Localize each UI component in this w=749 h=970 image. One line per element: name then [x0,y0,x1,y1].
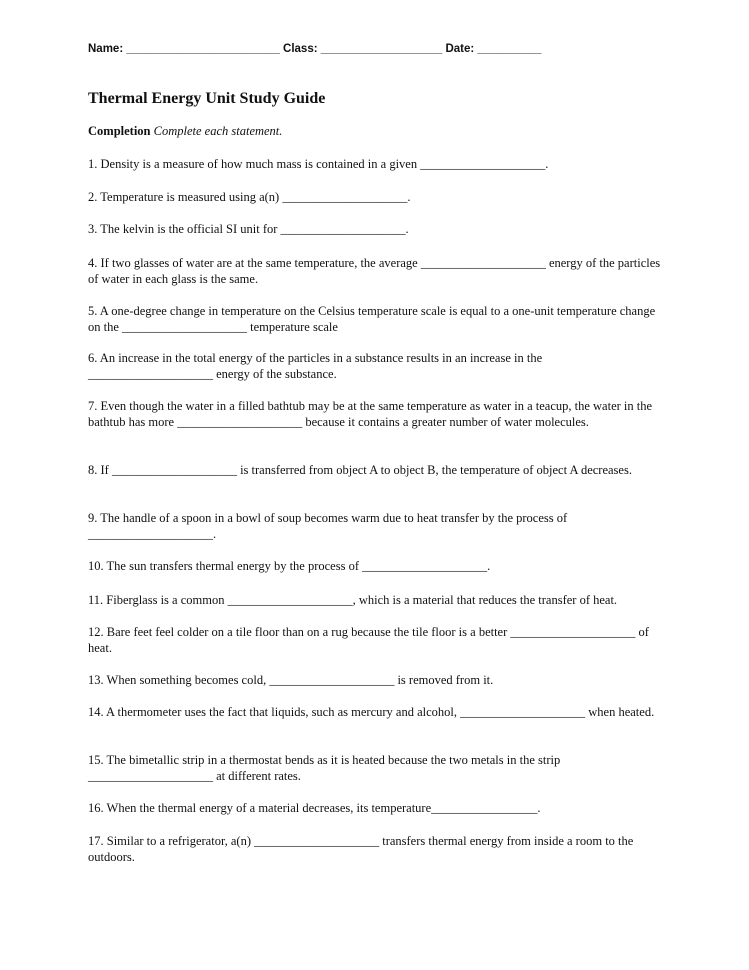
question-9: 9. The handle of a spoon in a bowl of soup becomes warm due to heat transfer by the process of ____________________. [88,511,568,541]
question-5: 5. A one-degree change in temperature on the Celsius temperature scale is equal to a one-unit temperature change on the ____________________ temperature scale [88,304,656,334]
question-3: 3. The kelvin is the official SI unit for ____________________. [88,222,409,236]
question-12: 12. Bare feet feel colder on a tile floor than on a rug because the tile floor is a better ____________________ of heat. [88,625,649,655]
question-1: 1. Density is a measure of how much mass is contained in a given ____________________. [88,157,549,171]
question-11: 11. Fiberglass is a common ____________________, which is a material that reduces the transfer of heat. [88,593,618,607]
name-class-date-header: Name: ________________________ Class: ___________________ Date: __________ [88,43,542,55]
page-title: Thermal Energy Unit Study Guide [88,90,326,107]
question-2: 2. Temperature is measured using a(n) ____________________. [88,190,411,204]
question-15: 15. The bimetallic strip in a thermostat bends as it is heated because the two metals in the strip ____________________ at different rates. [88,753,561,783]
question-8: 8. If ____________________ is transferred from object A to object B, the temperature of object A decreases. [88,463,632,477]
section-label: Completion [88,124,151,138]
section-instruction-text: Complete each statement. [153,124,283,138]
question-13: 13. When something becomes cold, ____________________ is removed from it. [88,673,494,687]
question-10: 10. The sun transfers thermal energy by the process of ____________________. [88,559,491,573]
question-7: 7. Even though the water in a filled bathtub may be at the same temperature as water in a teacup, the water in the bathtub has more ____________________ because it contains a greater number of water molecules. [88,399,653,429]
question-6: 6. An increase in the total energy of the particles in a substance results in an increase in the ____________________ energy of the substance. [88,351,543,381]
question-16: 16. When the thermal energy of a material decreases, its temperature_________________. [88,801,541,815]
question-4: 4. If two glasses of water are at the same temperature, the average ____________________ energy of the particles of water in each glass is the same. [88,256,661,286]
question-17: 17. Similar to a refrigerator, a(n) ____________________ transfers thermal energy from inside a room to the outdoors. [88,834,634,864]
question-14: 14. A thermometer uses the fact that liquids, such as mercury and alcohol, ____________________ when heated. [88,705,655,719]
section-instructions [88,124,282,139]
